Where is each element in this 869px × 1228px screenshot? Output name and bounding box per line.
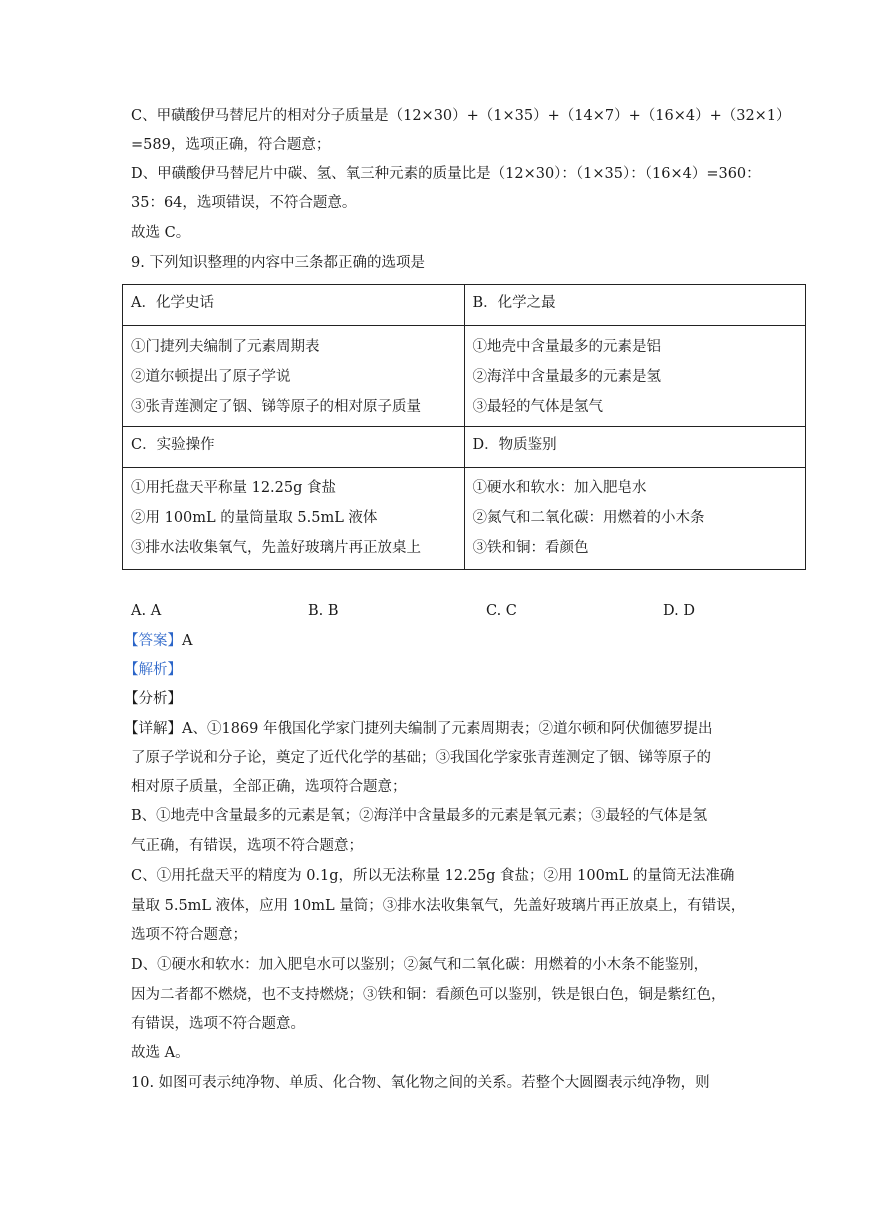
text-line: 故选 A。 <box>131 1045 190 1061</box>
fenxi-label: 【分析】 <box>124 691 182 707</box>
text-line: 量取 5.5mL 液体，应用 10mL 量筒；③排水法收集氧气，先盖好玻璃片再正放桌上，有错误， <box>131 898 746 914</box>
list-item: ①地壳中含量最多的元素是铝 <box>472 339 661 355</box>
option-b: B. B <box>308 603 339 619</box>
analysis-label-text: 【解析】 <box>124 662 182 678</box>
table-cell-a-head: A．化学史话 <box>123 285 465 326</box>
text-line: 因为二者都不燃烧，也不支持燃烧；③铁和铜：看颜色可以鉴别，铁是银白色，铜是紫红色， <box>131 987 726 1003</box>
list-item: ②道尔顿提出了原子学说 <box>131 369 291 385</box>
text-line: 相对原子质量，全部正确，选项符合题意； <box>131 779 407 795</box>
text-line: C、①用托盘天平的精度为 0.1g，所以无法称量 12.25g 食盐；②用 100mL 的量筒无法准确 <box>131 868 735 884</box>
text-line: D、①硬水和软水：加入肥皂水可以鉴别；②氮气和二氧化碳：用燃着的小木条不能鉴别， <box>131 957 709 973</box>
list-item: ③铁和铜：看颜色 <box>472 540 589 556</box>
knowledge-table <box>122 284 806 570</box>
option-a: A. A <box>131 603 162 619</box>
table-cell-c-head: C．实验操作 <box>123 427 465 468</box>
list-item: ③排水法收集氧气，先盖好玻璃片再正放桌上 <box>131 540 421 556</box>
list-item: ③张青莲测定了铟、锑等原子的相对原子质量 <box>131 399 421 415</box>
table-cell-c-body <box>123 468 465 570</box>
list-item: ②用 100mL 的量筒量取 5.5mL 液体 <box>131 510 378 526</box>
list-item: ②氮气和二氧化碳：用燃着的小木条 <box>472 510 705 526</box>
question-9-title: 9. 下列知识整理的内容中三条都正确的选项是 <box>131 255 425 271</box>
question-10-title: 10. 如图可表示纯净物、单质、化合物、氧化物之间的关系。若整个大圆圈表示纯净物，则 <box>131 1075 710 1091</box>
answer-line <box>124 631 192 651</box>
text-line: 有错误，选项不符合题意。 <box>131 1016 305 1032</box>
answer-value: A <box>182 633 193 649</box>
text-line: 【详解】A、①1869 年俄国化学家门捷列夫编制了元素周期表；②道尔顿和阿伏伽德罗提出 <box>124 721 713 737</box>
list-item: ①用托盘天平称量 12.25g 食盐 <box>131 480 337 496</box>
answer-label: 【答案】 <box>124 633 182 649</box>
text-line: 了原子学说和分子论，奠定了近代化学的基础；③我国化学家张青莲测定了铟、锑等原子的 <box>131 750 711 766</box>
text-line: D、甲磺酸伊马替尼片中碳、氢、氧三种元素的质量比是（12×30）：（1×35）：（16×4）=360： <box>131 166 761 182</box>
text-line: 35：64，选项错误，不符合题意。 <box>131 195 357 211</box>
table-cell-a-body <box>123 326 465 427</box>
text-line: C、甲磺酸伊马替尼片的相对分子质量是（12×30）+（1×35）+（14×7）+（16×4）+（32×1） <box>131 108 791 124</box>
list-item: ②海洋中含量最多的元素是氢 <box>472 369 661 385</box>
table-cell-b-head: B．化学之最 <box>464 285 806 326</box>
list-item: ①门捷列夫编制了元素周期表 <box>131 339 320 355</box>
table-cell-d-body <box>464 468 806 570</box>
option-d: D. D <box>663 603 695 619</box>
list-item: ①硬水和软水：加入肥皂水 <box>472 480 647 496</box>
text-line: 故选 C。 <box>131 225 191 241</box>
text-line: =589，选项正确，符合题意； <box>131 137 331 153</box>
table-cell-b-body <box>464 326 806 427</box>
analysis-label <box>124 660 182 680</box>
option-c: C. C <box>486 603 517 619</box>
list-item: ③最轻的气体是氢气 <box>472 399 603 415</box>
text-line: 选项不符合题意； <box>131 927 247 943</box>
text-line: B、①地壳中含量最多的元素是氧；②海洋中含量最多的元素是氧元素；③最轻的气体是氢 <box>131 808 708 824</box>
text-line: 气正确，有错误，选项不符合题意； <box>131 838 363 854</box>
table-cell-d-head: D．物质鉴别 <box>464 427 806 468</box>
